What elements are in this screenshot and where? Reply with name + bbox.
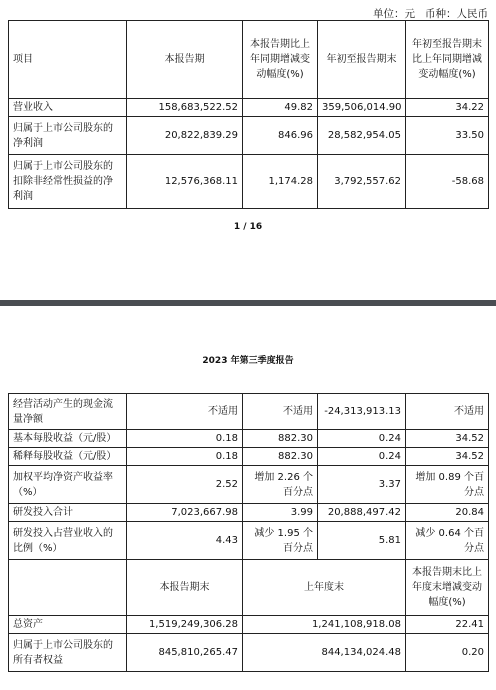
row-current-change: 不适用 <box>243 394 318 430</box>
row-current-change: 882.30 <box>243 430 318 448</box>
row-current-change: 846.96 <box>243 117 318 155</box>
row-item: 基本每股收益（元/股） <box>9 430 127 448</box>
header-ytd: 年初至报告期末 <box>318 21 406 99</box>
row-ytd: 3.37 <box>318 466 406 504</box>
row-item: 归属于上市公司股东的净利润 <box>9 117 127 155</box>
row-current-change: 49.82 <box>243 99 318 117</box>
row-ytd-change: 34.22 <box>406 99 489 117</box>
table-row <box>9 155 489 209</box>
table-row <box>9 117 489 155</box>
row-current-change: 1,174.28 <box>243 155 318 209</box>
table-row <box>9 99 489 117</box>
row-current: 158,683,522.52 <box>127 99 243 117</box>
row-current: 不适用 <box>127 394 243 430</box>
table-row <box>9 466 489 504</box>
header-ytd-change: 年初至报告期末比上年同期增减变动幅度(%) <box>406 21 489 99</box>
row-item: 经营活动产生的现金流量净额 <box>9 394 127 430</box>
row-item: 加权平均净资产收益率（%） <box>9 466 127 504</box>
row-ytd: 5.81 <box>318 522 406 560</box>
header-prior-year-end: 上年度末 <box>243 560 406 616</box>
row-current-change: 增加 2.26 个百分点 <box>243 466 318 504</box>
row-item: 归属于上市公司股东的所有者权益 <box>9 634 127 672</box>
row-item: 归属于上市公司股东的扣除非经常性损益的净利润 <box>9 155 127 209</box>
row-ytd-change: 增加 0.89 个百分点 <box>406 466 489 504</box>
unit-currency-line: 单位：元 币种：人民币 <box>372 8 488 20</box>
row-ytd: 20,888,497.42 <box>318 504 406 522</box>
table-row <box>9 616 489 634</box>
table-row <box>9 448 489 466</box>
row-ytd: 0.24 <box>318 430 406 448</box>
row-ytd-change: 34.52 <box>406 430 489 448</box>
page-number: 1 / 16 <box>233 222 263 232</box>
row-ytd-change: 33.50 <box>406 117 489 155</box>
row-current: 12,576,368.11 <box>127 155 243 209</box>
row-ytd: -24,313,913.13 <box>318 394 406 430</box>
balance-header-empty <box>9 560 127 616</box>
header-balance-change: 本报告期末比上年度末增减变动幅度(%) <box>406 560 489 616</box>
row-ytd-change: 减少 0.64 个百分点 <box>406 522 489 560</box>
row-current-change: 3.99 <box>243 504 318 522</box>
row-current: 0.18 <box>127 430 243 448</box>
header-item: 项目 <box>9 21 127 99</box>
row-current-change: 减少 1.95 个百分点 <box>243 522 318 560</box>
row-item: 营业收入 <box>9 99 127 117</box>
row-item: 总资产 <box>9 616 127 634</box>
row-period-end: 845,810,265.47 <box>127 634 243 672</box>
table-header-row <box>9 21 489 99</box>
row-balance-change: 22.41 <box>406 616 489 634</box>
header-period-end: 本报告期末 <box>127 560 243 616</box>
table-row <box>9 394 489 430</box>
row-ytd: 359,506,014.90 <box>318 99 406 117</box>
row-ytd-change: 20.84 <box>406 504 489 522</box>
row-ytd-change: 34.52 <box>406 448 489 466</box>
table-row <box>9 522 489 560</box>
row-current: 2.52 <box>127 466 243 504</box>
table-row <box>9 504 489 522</box>
row-prior-year-end: 844,134,024.48 <box>243 634 406 672</box>
report-title: 2023 年第三季度报告 <box>202 356 294 366</box>
row-current: 20,822,839.29 <box>127 117 243 155</box>
row-item: 稀释每股收益（元/股） <box>9 448 127 466</box>
row-current: 7,023,667.98 <box>127 504 243 522</box>
header-current-period: 本报告期 <box>127 21 243 99</box>
row-ytd-change: -58.68 <box>406 155 489 209</box>
row-ytd: 28,582,954.05 <box>318 117 406 155</box>
table-row <box>9 430 489 448</box>
header-current-change: 本报告期比上年同期增减变动幅度(%) <box>243 21 318 99</box>
row-prior-year-end: 1,241,108,918.08 <box>243 616 406 634</box>
row-item: 研发投入合计 <box>9 504 127 522</box>
row-ytd-change: 不适用 <box>406 394 489 430</box>
table-row <box>9 634 489 672</box>
financial-indicators-table <box>8 393 489 672</box>
row-balance-change: 0.20 <box>406 634 489 672</box>
row-ytd: 3,792,557.62 <box>318 155 406 209</box>
row-ytd: 0.24 <box>318 448 406 466</box>
financial-summary-table <box>8 20 489 209</box>
page-divider <box>0 300 496 306</box>
row-period-end: 1,519,249,306.28 <box>127 616 243 634</box>
row-current: 4.43 <box>127 522 243 560</box>
row-item: 研发投入占营业收入的比例（%） <box>9 522 127 560</box>
row-current-change: 882.30 <box>243 448 318 466</box>
row-current: 0.18 <box>127 448 243 466</box>
balance-header-row <box>9 560 489 616</box>
